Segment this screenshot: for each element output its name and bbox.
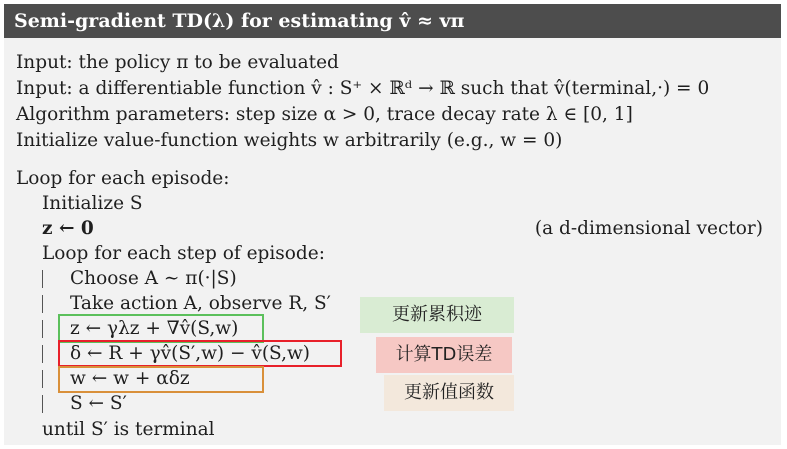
weight-highlight-box <box>58 366 264 393</box>
input-policy-line: Input: the policy π to be evaluated <box>16 52 339 73</box>
init-weights-line: Initialize value-function weights w arbitrarily (e.g., w = 0) <box>16 130 563 151</box>
td-highlight-box <box>58 340 342 367</box>
trace-comment: (a d-dimensional vector) <box>534 218 763 239</box>
choose-action-line: Choose A ∼ π(·|S) <box>70 268 237 289</box>
take-action-line: Take action A, observe R, S′ <box>70 293 331 314</box>
trace-note: 更新累积迹 <box>360 297 514 333</box>
td-error-line: δ ← R + γv̂(S′,w) − v̂(S,w) <box>70 343 311 364</box>
update-state-line: S ← S′ <box>70 393 127 414</box>
algorithm-title: Semi-gradient TD(λ) for estimating v̂ ≈ vπ <box>4 4 781 38</box>
loop-bar <box>42 270 43 288</box>
update-trace-line: z ← γλz + ∇v̂(S,w) <box>70 318 239 339</box>
trace-highlight-box <box>58 314 264 343</box>
loop-episode-line: Loop for each episode: <box>16 168 230 189</box>
update-weights-line: w ← w + αδz <box>70 368 190 389</box>
loop-step-line: Loop for each step of episode: <box>42 243 325 264</box>
loop-bar <box>42 395 43 413</box>
loop-bar <box>42 370 43 388</box>
weight-note: 更新值函数 <box>384 375 514 411</box>
init-trace-line: z ← 0 <box>42 218 94 239</box>
input-function-line: Input: a differentiable function v̂ : S⁺ × ℝᵈ → ℝ such that v̂(terminal,·) = 0 <box>16 78 710 99</box>
td-note: 计算TD误差 <box>376 337 512 373</box>
loop-bar <box>42 320 43 338</box>
parameters-line: Algorithm parameters: step size α > 0, trace decay rate λ ∈ [0, 1] <box>16 104 633 125</box>
init-state-line: Initialize S <box>42 193 143 214</box>
until-line: until S′ is terminal <box>42 419 215 440</box>
loop-bar <box>42 295 43 313</box>
loop-bar <box>42 345 43 363</box>
